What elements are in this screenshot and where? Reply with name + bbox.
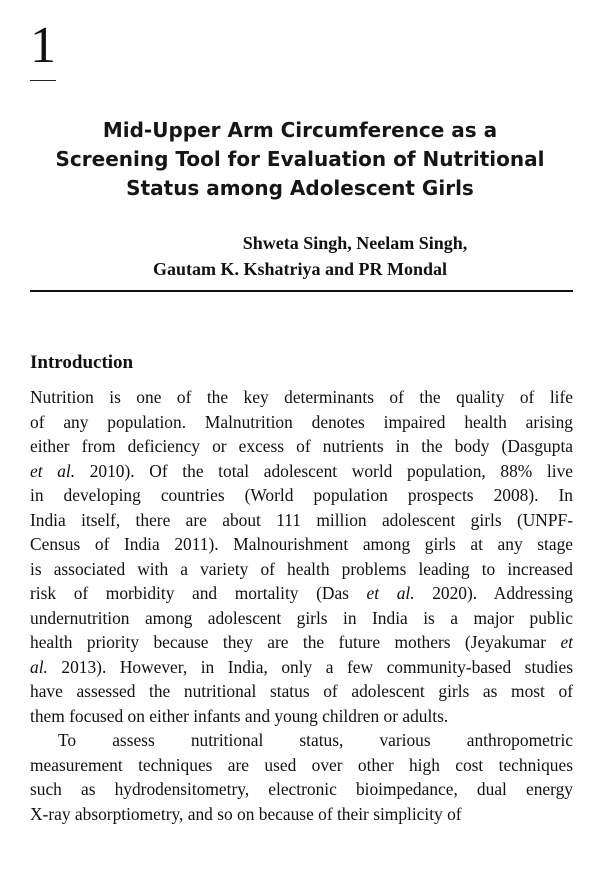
text-line: Census of India 2011). Malnourishment among girls at any stage [30,534,573,554]
text-line: either from deficiency or excess of nutrients in the body (Dasgupta [30,436,573,456]
paragraph [30,385,573,728]
chapter-title-line: Status among Adolescent Girls [126,176,474,200]
text-line: them focused on either infants and young children or adults. [30,705,449,726]
text-line: of any population. Malnutrition denotes impaired health arising [30,411,573,432]
section-heading: Introduction [30,352,134,373]
author-list [30,230,570,282]
text-line: India itself, there are about 111 million adolescent girls (UNPF- [30,509,573,530]
text-line: Nutrition is one of the key determinants of the quality of life [30,387,573,407]
author-line: Gautam K. Kshatriya and PR Mondal [152,259,448,279]
chapter-title-line: Screening Tool for Evaluation of Nutritional [55,147,545,171]
text-line: such as hydrodensitometry, electronic bioimpedance, dual energy [30,779,573,799]
body-text [30,385,573,826]
text-line: X-ray absorptiometry, and so on because of their simplicity of [30,803,462,824]
text-line: To assess nutritional status, various anthropometric [58,730,573,750]
chapter-title [30,116,570,203]
text-line: measurement techniques are used over other high cost techniques [30,754,573,775]
text-line: al. 2013). However, in India, only a few community-based studies [30,656,573,677]
chapter-number-underline [30,80,56,81]
chapter-title-line: Mid-Upper Arm Circumference as a [102,118,498,142]
author-line: Shweta Singh, Neelam Singh, [242,233,468,253]
text-line: et al. 2010). Of the total adolescent world population, 88% live [30,460,573,481]
text-line: in developing countries (World population prospects 2008). In [30,485,573,505]
chapter-number: 1 [30,17,56,74]
header-divider [30,290,573,292]
text-line: have assessed the nutritional status of adolescent girls as most of [30,681,573,701]
text-line: undernutrition among adolescent girls in India is a major public [30,607,573,628]
paragraph [30,728,573,826]
text-line: risk of morbidity and mortality (Das et al. 2020). Addressing [30,583,573,603]
text-line: health priority because they are the future mothers (Jeyakumar et [30,632,573,652]
text-line: is associated with a variety of health problems leading to increased [30,558,573,579]
